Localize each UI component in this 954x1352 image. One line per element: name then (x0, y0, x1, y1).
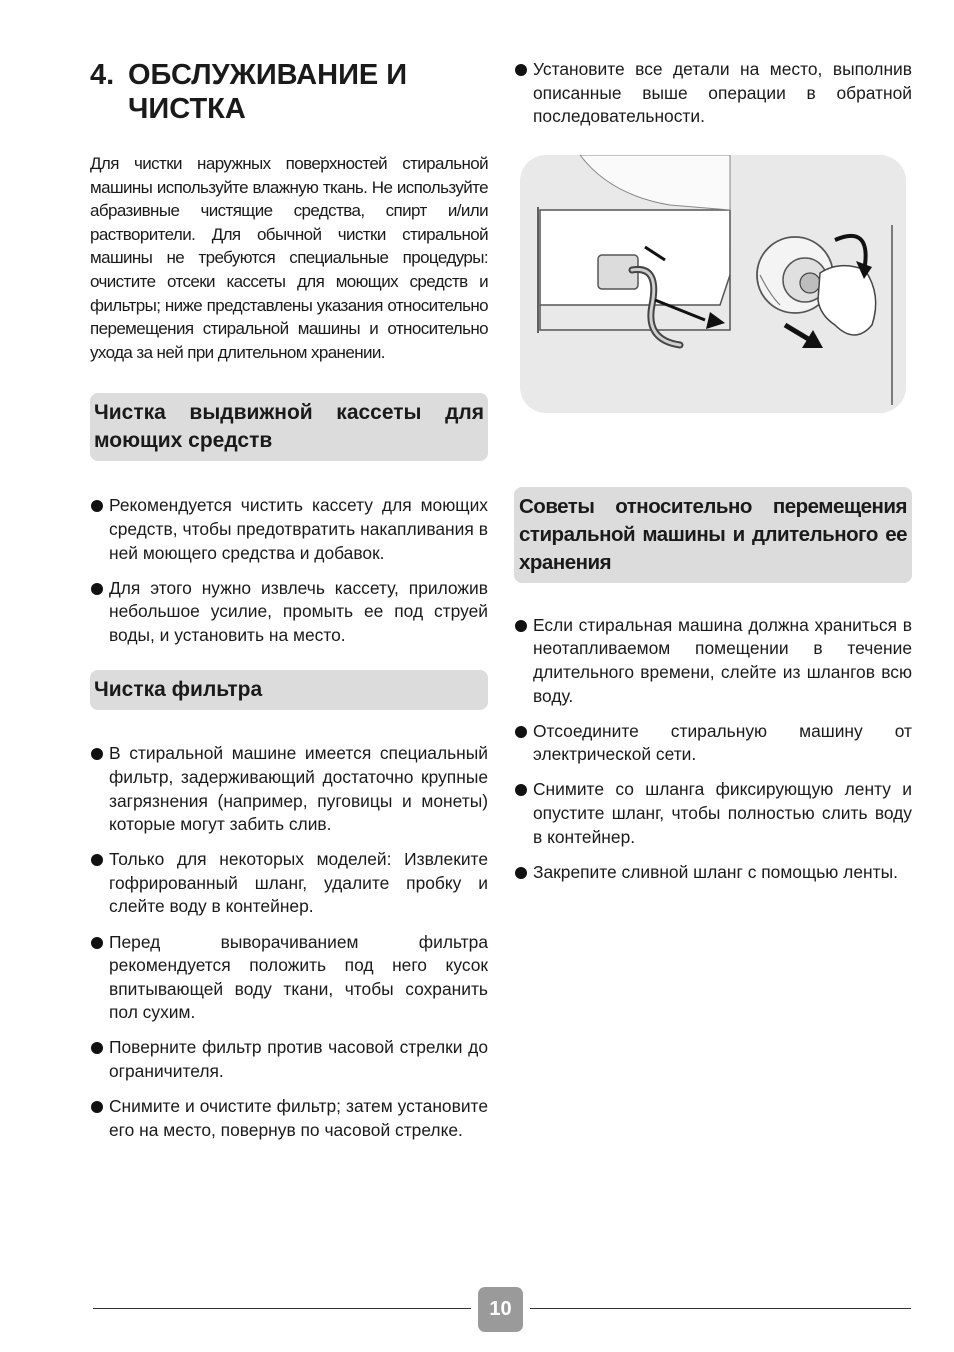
list-item: Снимите со шланга фиксирующую ленту и опустите шланг, чтобы полностью слить воду в контейнер. (514, 778, 912, 849)
list-item: Для этого нужно извлечь кассету, приложив небольшое усилие, промыть ее под струей воды, и установить на место. (90, 577, 488, 648)
footer-rule-right (530, 1308, 911, 1309)
list-item: Снимите и очистите фильтр; затем установите его на место, повернув по часовой стрелке. (90, 1095, 488, 1142)
list-item: Поверните фильтр против часовой стрелки до ограничителя. (90, 1036, 488, 1083)
list-item: Рекомендуется чистить кассету для моющих средств, чтобы предотвратить накапливания в ней моющего средства и добавок. (90, 494, 488, 565)
footer-rule-left (93, 1308, 471, 1309)
list-item: Закрепите сливной шланг с помощью ленты. (514, 861, 912, 885)
page-title (90, 58, 488, 126)
list-item: Перед выворачиванием фильтра рекомендуется положить под него кусок впитывающей воду ткани, чтобы сохранить пол сухим. (90, 931, 488, 1025)
list-item: Если стиральная машина должна храниться в неотапливаемом помещении в течение длительного времени, слейте из шлангов всю воду. (514, 614, 912, 708)
section-heading-storage: Советы относительно перемещения стиральной машины и длительного ее хранения (514, 487, 912, 583)
left-column (90, 58, 488, 1154)
chapter-number: 4. (90, 59, 115, 91)
reassembly-list (514, 58, 912, 129)
list-item: Установите все детали на место, выполнив описанные выше операции в обратной последовательности. (514, 58, 912, 129)
list-item: Только для некоторых моделей: Извлеките гофрированный шланг, удалите пробку и слейте воду в контейнер. (90, 848, 488, 919)
intro-paragraph: Для чистки наружных поверхностей стиральной машины используйте влажную ткань. Не используйте абразивные чистящие средства, спирт и/или растворители. Для обычной чистки стиральной машины не требуются специальные процедуры: очистите отсеки кассеты для моющих средств и фильтры; ниже представлены указания относительно перемещения стиральной машины и относительно ухода за ней при длительном хранении. (90, 154, 488, 362)
list-item: Отсоедините стиральную машину от электрической сети. (514, 720, 912, 767)
dispenser-list (90, 494, 488, 647)
page-number: 10 (478, 1287, 523, 1332)
filter-illustration-drawing (520, 155, 906, 413)
chapter-title: ОБСЛУЖИВАНИЕ И ЧИСТКА (128, 59, 408, 125)
list-item: В стиральной машине имеется специальный фильтр, задерживающий достаточно крупные загрязнения (например, пуговицы и монеты) которые могут забить слив. (90, 742, 488, 836)
right-column (514, 58, 912, 896)
section-heading-dispenser: Чистка выдвижной кассеты для моющих средств (90, 393, 488, 461)
filter-list (90, 742, 488, 1142)
section-heading-filter: Чистка фильтра (90, 670, 488, 710)
filter-illustration (520, 155, 906, 413)
storage-list (514, 614, 912, 884)
